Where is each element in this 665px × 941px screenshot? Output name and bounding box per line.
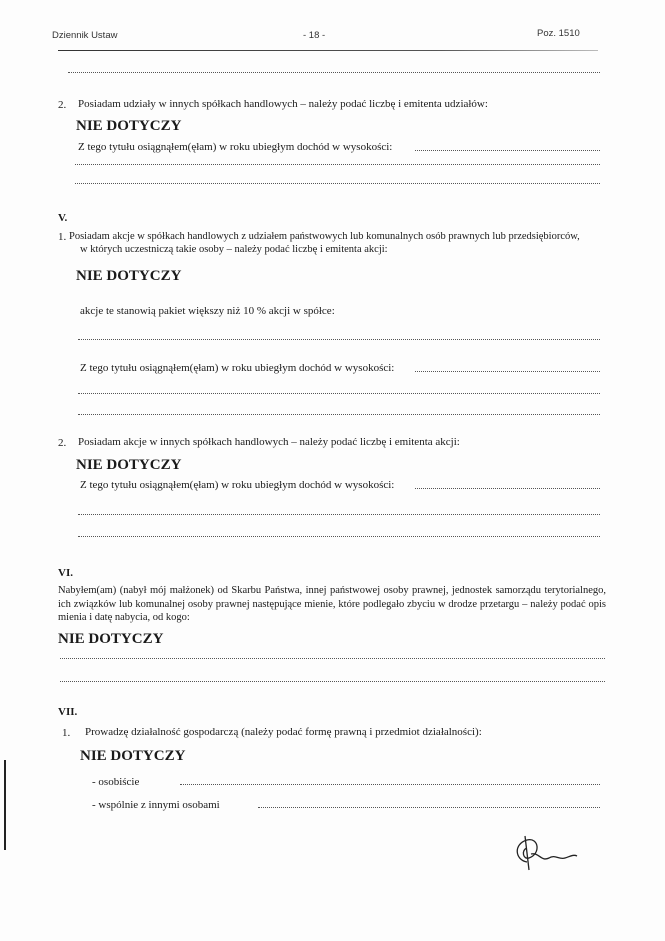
- jointly-label: - wspólnie z innymi osobami: [92, 799, 220, 811]
- item-number: 1.: [62, 727, 71, 739]
- item-number: 1.: [58, 231, 67, 243]
- item-text: Posiadam akcje w innych spółkach handlowych – należy podać liczbę i emitenta akcji:: [78, 436, 460, 448]
- section-heading: VI.: [58, 567, 73, 579]
- fill-line: [180, 784, 600, 785]
- item-number: 2.: [58, 437, 67, 449]
- scan-margin-mark: [4, 760, 6, 850]
- personally-label: - osobiście: [92, 776, 140, 788]
- fill-line: [415, 371, 600, 372]
- header-journal: Dziennik Ustaw: [52, 30, 118, 41]
- item-text: Prowadzę działalność gospodarczą (należy podać formę prawną i przedmiot działalności):: [85, 726, 482, 738]
- fill-line: [78, 514, 600, 515]
- not-applicable: NIE DOTYCZY: [76, 118, 182, 134]
- header-position: Poz. 1510: [537, 28, 580, 39]
- fill-line: [75, 164, 600, 165]
- not-applicable: NIE DOTYCZY: [80, 748, 186, 764]
- section-heading: VII.: [58, 706, 78, 718]
- not-applicable: NIE DOTYCZY: [58, 631, 164, 647]
- item-number: 2.: [58, 99, 67, 111]
- fill-line: [60, 658, 605, 659]
- fill-line: [78, 393, 600, 394]
- fill-line: [68, 72, 600, 73]
- not-applicable: NIE DOTYCZY: [76, 457, 182, 473]
- header-rule: [58, 50, 598, 51]
- not-applicable: NIE DOTYCZY: [76, 268, 182, 284]
- fill-line: [78, 339, 600, 340]
- income-label: Z tego tytułu osiągnąłem(ęłam) w roku ubiegłym dochód w wysokości:: [80, 479, 395, 491]
- fill-line: [415, 488, 600, 489]
- package-label: akcje te stanowią pakiet większy niż 10 % akcji w spółce:: [80, 305, 335, 317]
- item-text: Posiadam akcje w spółkach handlowych z udziałem państwowych lub komunalnych osób prawnych lub przedsiębiorców,: [69, 231, 580, 242]
- income-label: Z tego tytułu osiągnąłem(ęłam) w roku ubiegłym dochód w wysokości:: [80, 362, 395, 374]
- section-text: Nabyłem(am) (nabył mój małżonek) od Skarbu Państwa, innej państwowej osoby prawnej, jednostek samorządu terytorialnego, ich związków lub komunalnej osoby prawnej następujące mienie, które podlegało zbyciu w drodze przetargu – należy podać opis mienia i datę nabycia, od kogo:: [58, 585, 606, 623]
- section-heading: V.: [58, 212, 68, 224]
- signature: [505, 832, 585, 874]
- fill-line: [78, 414, 600, 415]
- fill-line: [75, 183, 600, 184]
- fill-line: [78, 536, 600, 537]
- fill-line: [60, 681, 605, 682]
- income-label: Z tego tytułu osiągnąłem(ęłam) w roku ubiegłym dochód w wysokości:: [78, 141, 393, 153]
- item-text: Posiadam udziały w innych spółkach handlowych – należy podać liczbę i emitenta udziałów:: [78, 98, 488, 110]
- fill-line: [258, 807, 600, 808]
- header-page-number: - 18 -: [303, 30, 326, 41]
- item-text: w których uczestniczą takie osoby – należy podać liczbę i emitenta akcji:: [80, 244, 388, 255]
- fill-line: [415, 150, 600, 151]
